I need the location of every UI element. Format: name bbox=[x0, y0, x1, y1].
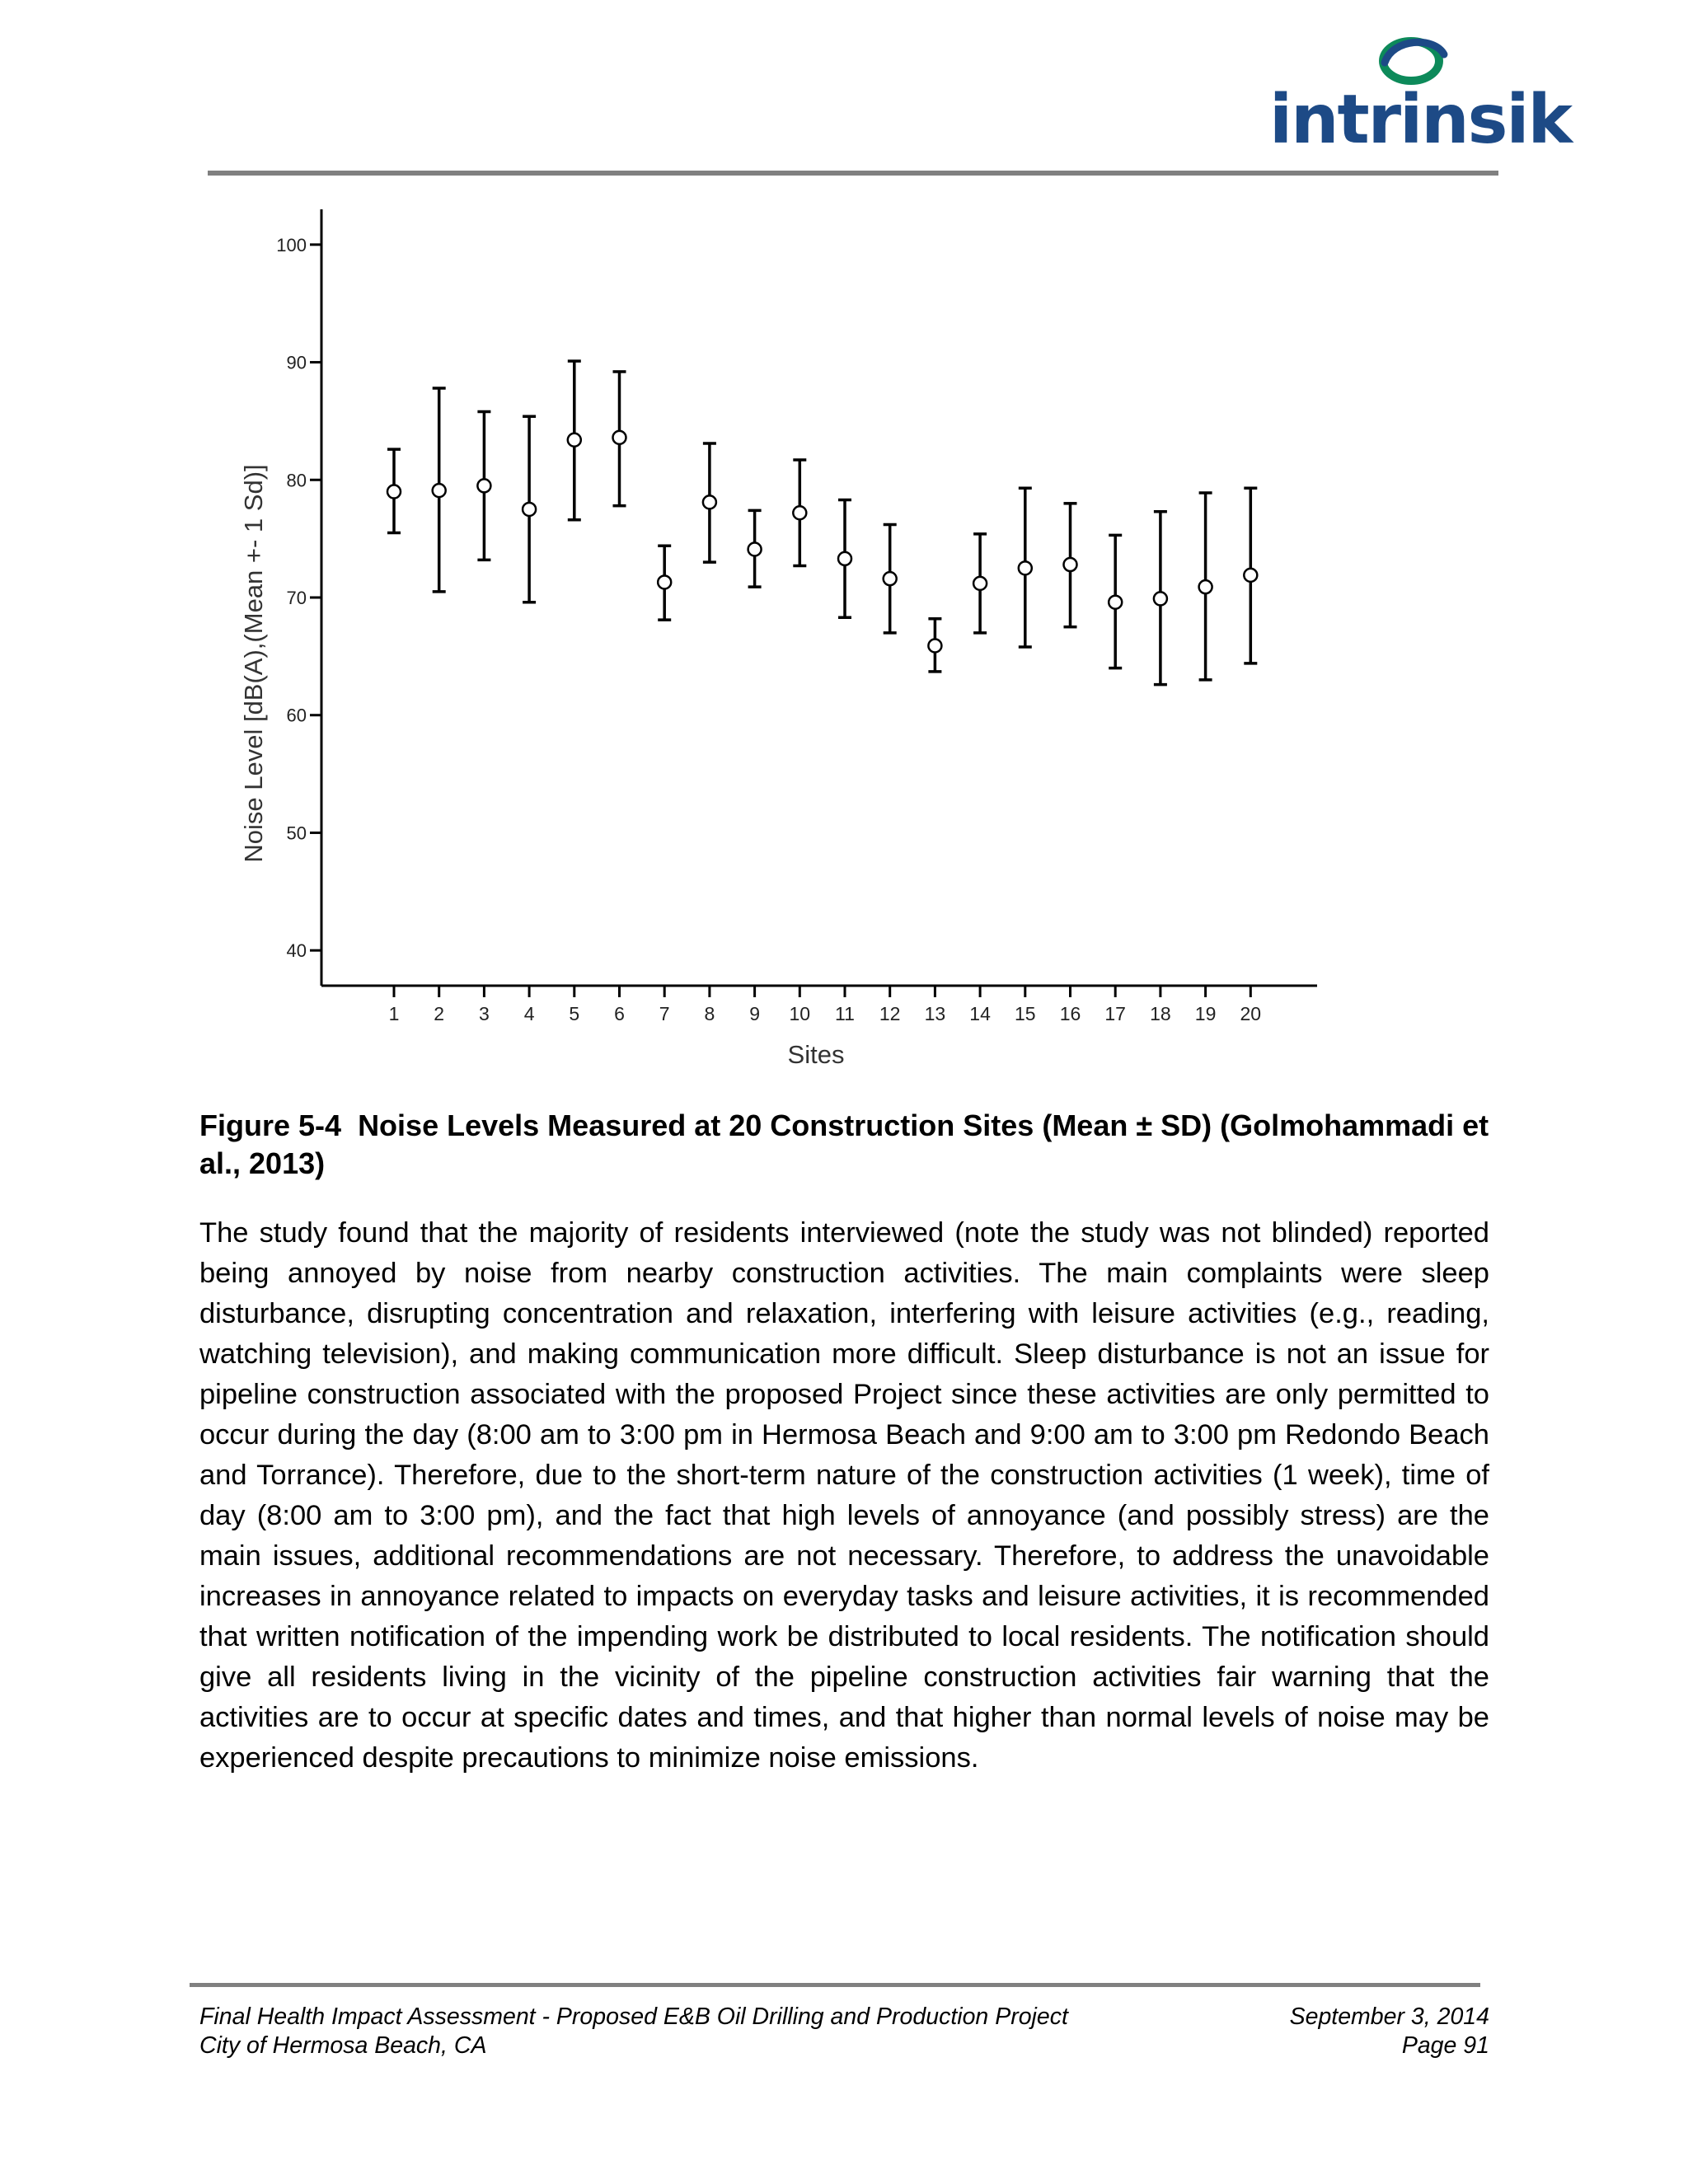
mean-point bbox=[1064, 558, 1077, 571]
y-tick-label: 70 bbox=[286, 588, 307, 608]
mean-point bbox=[658, 575, 671, 588]
mean-point bbox=[433, 484, 446, 497]
x-tick-label: 13 bbox=[924, 1003, 946, 1024]
x-axis-title: Sites bbox=[787, 1040, 845, 1069]
x-tick-label: 10 bbox=[789, 1003, 811, 1024]
footer-location: City of Hermosa Beach, CA bbox=[199, 2032, 487, 2059]
y-tick-label: 40 bbox=[286, 940, 307, 962]
figure-number: Figure 5-4 bbox=[199, 1108, 342, 1142]
x-tick-label: 5 bbox=[569, 1003, 580, 1024]
mean-point bbox=[1244, 569, 1257, 582]
x-tick-label: 14 bbox=[969, 1003, 991, 1024]
mean-point bbox=[973, 577, 987, 590]
y-tick-label: 60 bbox=[286, 705, 307, 726]
noise-level-chart bbox=[231, 198, 1335, 1080]
mean-point bbox=[1154, 592, 1167, 605]
intrinsik-logo bbox=[1269, 30, 1572, 159]
mean-point bbox=[1109, 596, 1122, 609]
x-tick-label: 18 bbox=[1150, 1003, 1171, 1024]
footer-page-number: Page 91 bbox=[1401, 2032, 1489, 2059]
x-tick-label: 17 bbox=[1104, 1003, 1126, 1024]
mean-point bbox=[928, 640, 941, 653]
y-tick-label: 90 bbox=[286, 352, 307, 373]
x-tick-label: 1 bbox=[388, 1003, 400, 1024]
x-tick-label: 3 bbox=[479, 1003, 490, 1024]
x-tick-label: 7 bbox=[659, 1003, 670, 1024]
x-tick-label: 16 bbox=[1059, 1003, 1081, 1024]
mean-point bbox=[523, 503, 536, 516]
mean-point bbox=[748, 542, 762, 555]
mean-point bbox=[793, 506, 806, 519]
x-tick-label: 2 bbox=[434, 1003, 445, 1024]
x-tick-label: 4 bbox=[523, 1003, 535, 1024]
mean-point bbox=[838, 552, 851, 565]
y-tick-label: 80 bbox=[286, 470, 307, 491]
mean-point bbox=[568, 434, 581, 447]
mean-point bbox=[703, 495, 716, 509]
mean-point bbox=[1199, 580, 1212, 593]
x-tick-label: 12 bbox=[879, 1003, 901, 1024]
footer-date: September 3, 2014 bbox=[1289, 2004, 1489, 2030]
x-tick-label: 20 bbox=[1240, 1003, 1262, 1024]
footer-document-title: Final Health Impact Assessment - Proposed E&B Oil Drilling and Production Project bbox=[199, 2004, 1068, 2030]
header-divider bbox=[208, 171, 1498, 176]
mean-point bbox=[477, 479, 490, 492]
mean-point bbox=[1019, 561, 1032, 574]
footer-divider bbox=[190, 1983, 1480, 1987]
x-tick-label: 6 bbox=[614, 1003, 625, 1024]
x-tick-label: 9 bbox=[749, 1003, 760, 1024]
y-tick-label: 100 bbox=[276, 234, 307, 255]
x-tick-label: 11 bbox=[835, 1003, 855, 1024]
mean-point bbox=[884, 572, 897, 585]
figure-caption bbox=[199, 1107, 1489, 1183]
x-tick-label: 8 bbox=[704, 1003, 715, 1024]
body-paragraph: The study found that the majority of residents interviewed (note the study was not blinded) reported being annoyed by noise from nearby construction activities. The main complaints were sleep disturbance, disrupting concentration and relaxation, interfering with leisure activities (e.g., reading, watching television), and making communication more difficult. Sleep disturbance is not an issue for pipeline construction associated with the proposed Project since these activities are only permitted to occur during the day (8:00 am to 3:00 pm in Hermosa Beach and 9:00 am to 3:00 pm Redondo Beach and Torrance). Therefore, due to the short-term nature of the construction activities (1 week), time of day (8:00 am to 3:00 pm), and the fact that high levels of annoyance (and possibly stress) are the main issues, additional recommendations are not necessary. Therefore, to address the unavoidable increases in annoyance related to impacts on everyday tasks and leisure activities, it is recommended that written notification of the impending work be distributed to local residents. The notification should give all residents living in the vicinity of the pipeline construction activities fair warning that the activities are to occur at specific dates and times, and that higher than normal levels of noise may be experienced despite precautions to minimize noise emissions. bbox=[199, 1217, 1489, 1774]
x-tick-label: 15 bbox=[1015, 1003, 1036, 1024]
y-tick-label: 50 bbox=[286, 823, 307, 844]
figure-title: Noise Levels Measured at 20 Construction Sites (Mean ± SD) (Golmohammadi et al., 2013) bbox=[199, 1108, 1489, 1180]
x-tick-label: 19 bbox=[1194, 1003, 1217, 1024]
mean-point bbox=[387, 485, 401, 499]
logo-wordmark: intrinsik bbox=[1269, 81, 1572, 159]
page-footer bbox=[199, 2003, 1489, 2060]
mean-point bbox=[613, 431, 626, 444]
y-axis-title: Noise Level [dB(A),(Mean +- 1 Sd)] bbox=[239, 464, 268, 863]
